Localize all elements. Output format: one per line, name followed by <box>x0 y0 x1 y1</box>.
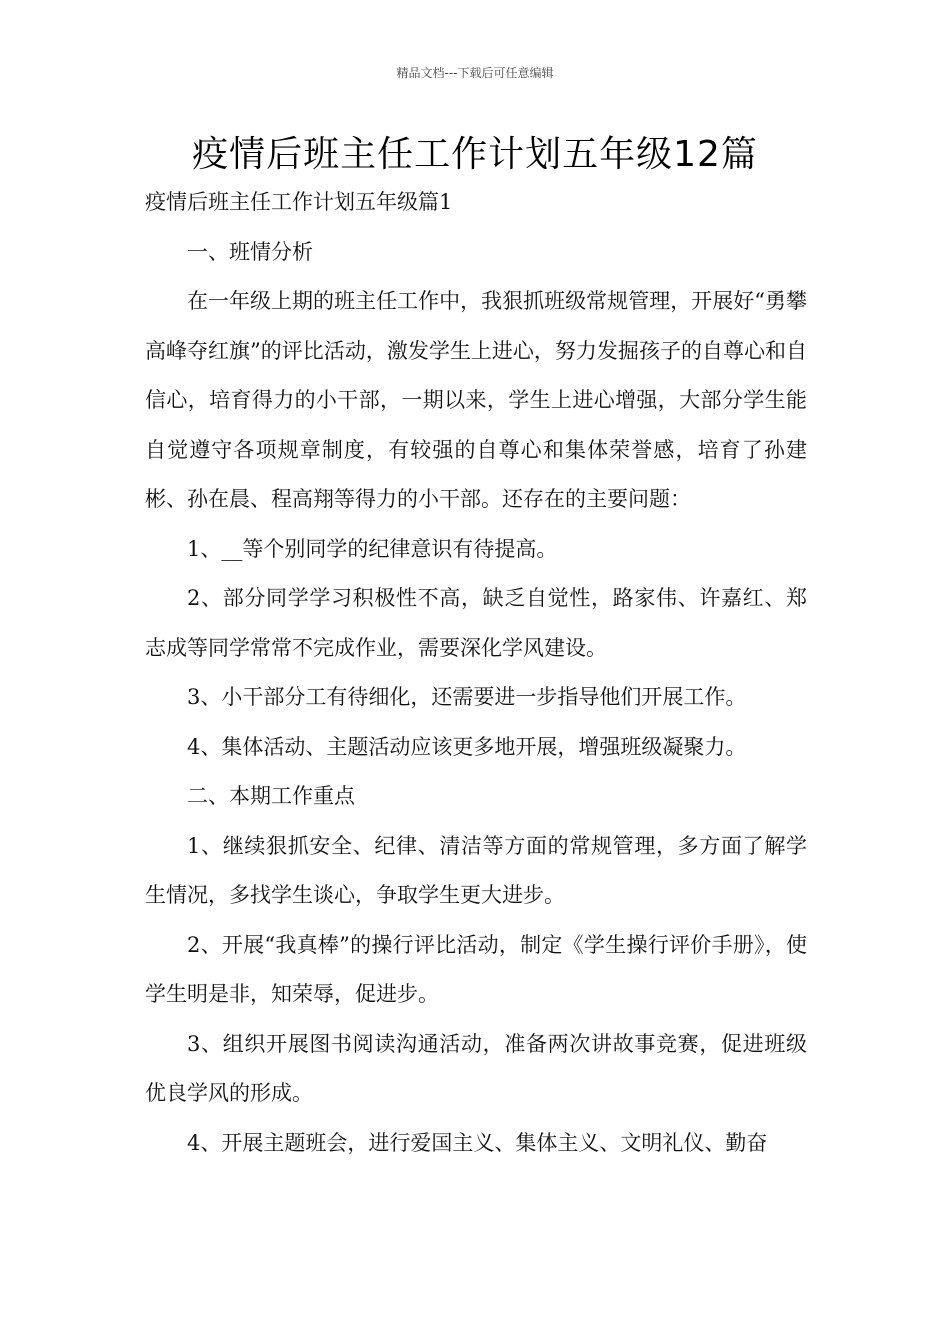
section-heading-1: 一、班情分析 <box>187 239 313 264</box>
paragraph-class-analysis: 在一年级上期的班主任工作中，我狠抓班级常规管理，开展好“勇攀高峰夺红旗”的评比活动，激发学生上进心，努力发掘孩子的自尊心和自信心，培育得力的小干部，一期以来，学生上进心增强，大部分学生能自觉遵守各项规章制度，有较强的自尊心和集体荣誉感，培育了孙建彬、孙在晨、程高翔等得力的小干部。还存在的主要问题： <box>145 289 807 511</box>
list-item-2: 2、部分同学学习积极性不高，缺乏自觉性，路家伟、许嘉红、郑志成等同学常常不完成作业，需要深化学风建设。 <box>145 586 807 660</box>
document-title: 疫情后班主任工作计划五年级12篇 <box>192 134 758 175</box>
document-body <box>145 178 807 1168</box>
page-header-note: 精品文档---下载后可任意编辑 <box>396 66 554 80</box>
list-item-1: 1、__等个别同学的纪律意识有待提高。 <box>187 536 558 561</box>
focus-item-4: 4、开展主题班会，进行爱国主义、集体主义、文明礼仪、勤奋 <box>187 1130 768 1155</box>
section-heading-2: 二、本期工作重点 <box>187 784 355 808</box>
document-subtitle: 疫情后班主任工作计划五年级篇1 <box>145 190 453 214</box>
list-item-4: 4、集体活动、主题活动应该更多地开展，增强班级凝聚力。 <box>187 734 747 759</box>
focus-item-3: 3、组织开展图书阅读沟通活动，准备两次讲故事竞赛，促进班级优良学风的形成。 <box>145 1031 807 1105</box>
list-item-3: 3、小干部分工有待细化，还需要进一步指导他们开展工作。 <box>187 685 747 709</box>
focus-item-2: 2、开展“我真棒”的操行评比活动，制定《学生操行评价手册》，使学生明是非，知荣辱，促进步。 <box>145 932 807 1006</box>
focus-item-1: 1、继续狠抓安全、纪律、清洁等方面的常规管理，多方面了解学生情况，多找学生谈心，争取学生更大进步。 <box>145 833 807 907</box>
